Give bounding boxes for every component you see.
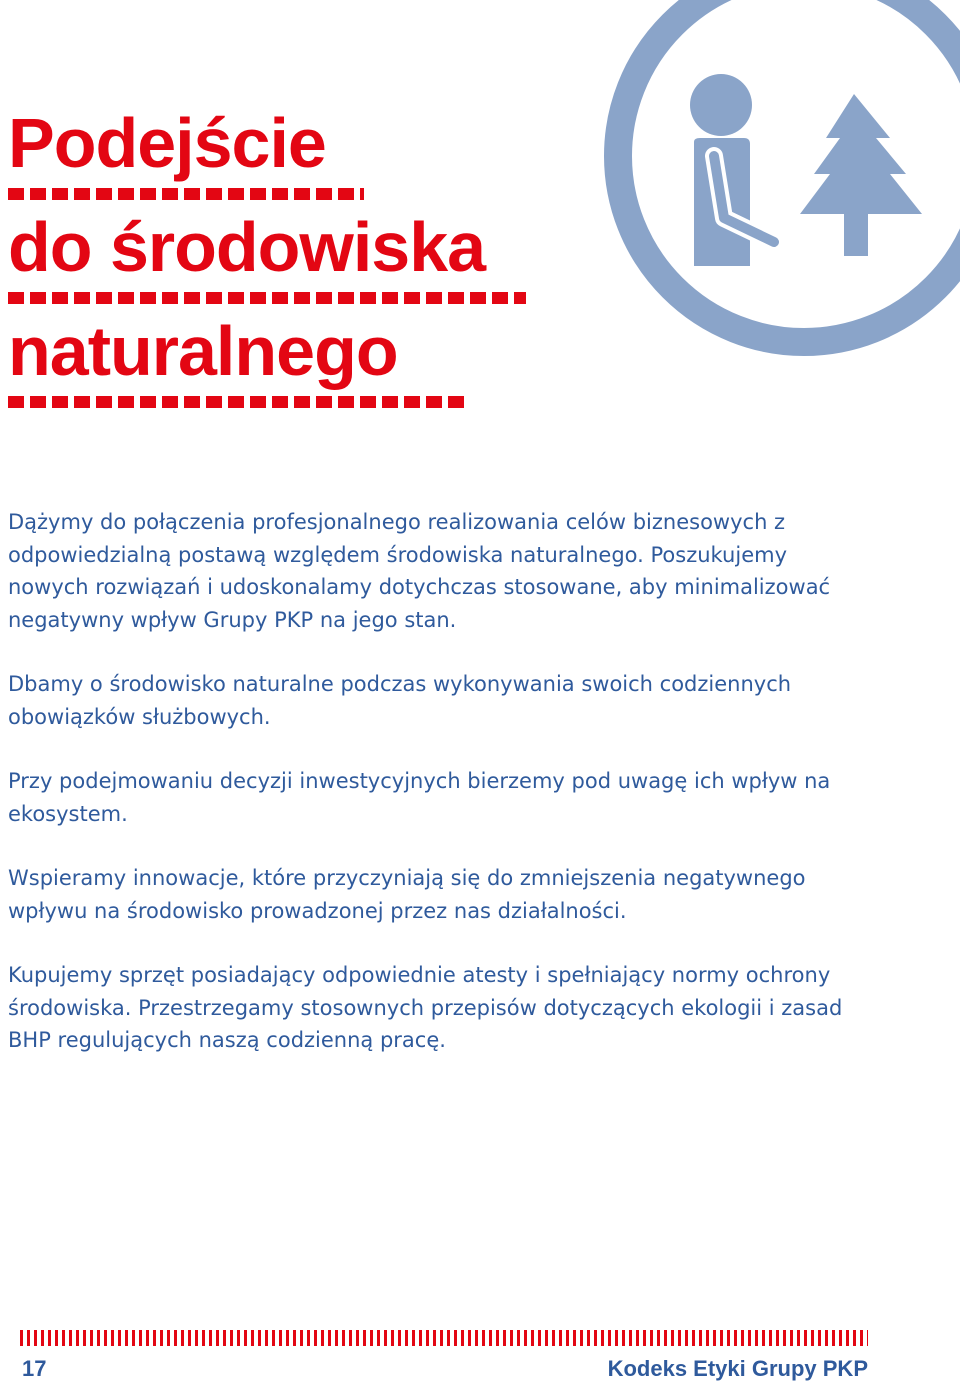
paragraph-5: Kupujemy sprzęt posiadający odpowiednie atesty i spełniający normy ochrony środowiska. Przestrzegamy stosownych przepisów dotyczących ekologii i zasad BHP regulujących naszą codzienną pracę. bbox=[8, 963, 843, 1052]
body-text bbox=[8, 506, 868, 1089]
page-number: 17 bbox=[22, 1356, 47, 1381]
paragraph-4: Wspieramy innowacje, które przyczyniają się do zmniejszenia negatywnego wpływu na środowisko prowadzonej przez nas działalności. bbox=[8, 866, 806, 923]
paragraph-2: Dbamy o środowisko naturalne podczas wykonywania swoich codziennych obowiązków służbowych. bbox=[8, 672, 792, 729]
title-line-1: Podejście bbox=[8, 104, 326, 182]
title-line-2: do środowiska bbox=[8, 208, 486, 286]
title-line-3: naturalnego bbox=[8, 312, 398, 390]
footer-divider bbox=[20, 1330, 868, 1346]
title-underline-1 bbox=[8, 188, 364, 200]
page-title bbox=[8, 104, 568, 420]
paragraph-1: Dążymy do połączenia profesjonalnego realizowania celów biznesowych z odpowiedzialną postawą względem środowiska naturalnego. Poszukujemy nowych rozwiązań i udoskonalamy dotychczas stosowane, aby minimalizować negatywny wpływ Grupy PKP na jego stan. bbox=[8, 510, 831, 632]
document-title: Kodeks Etyki Grupy PKP bbox=[607, 1356, 868, 1381]
paragraph-3: Przy podejmowaniu decyzji inwestycyjnych bierzemy pod uwagę ich wpływ na ekosystem. bbox=[8, 769, 831, 826]
person-and-tree-icon bbox=[604, 0, 960, 356]
title-underline-3 bbox=[8, 396, 470, 408]
title-underline-2 bbox=[8, 292, 526, 304]
